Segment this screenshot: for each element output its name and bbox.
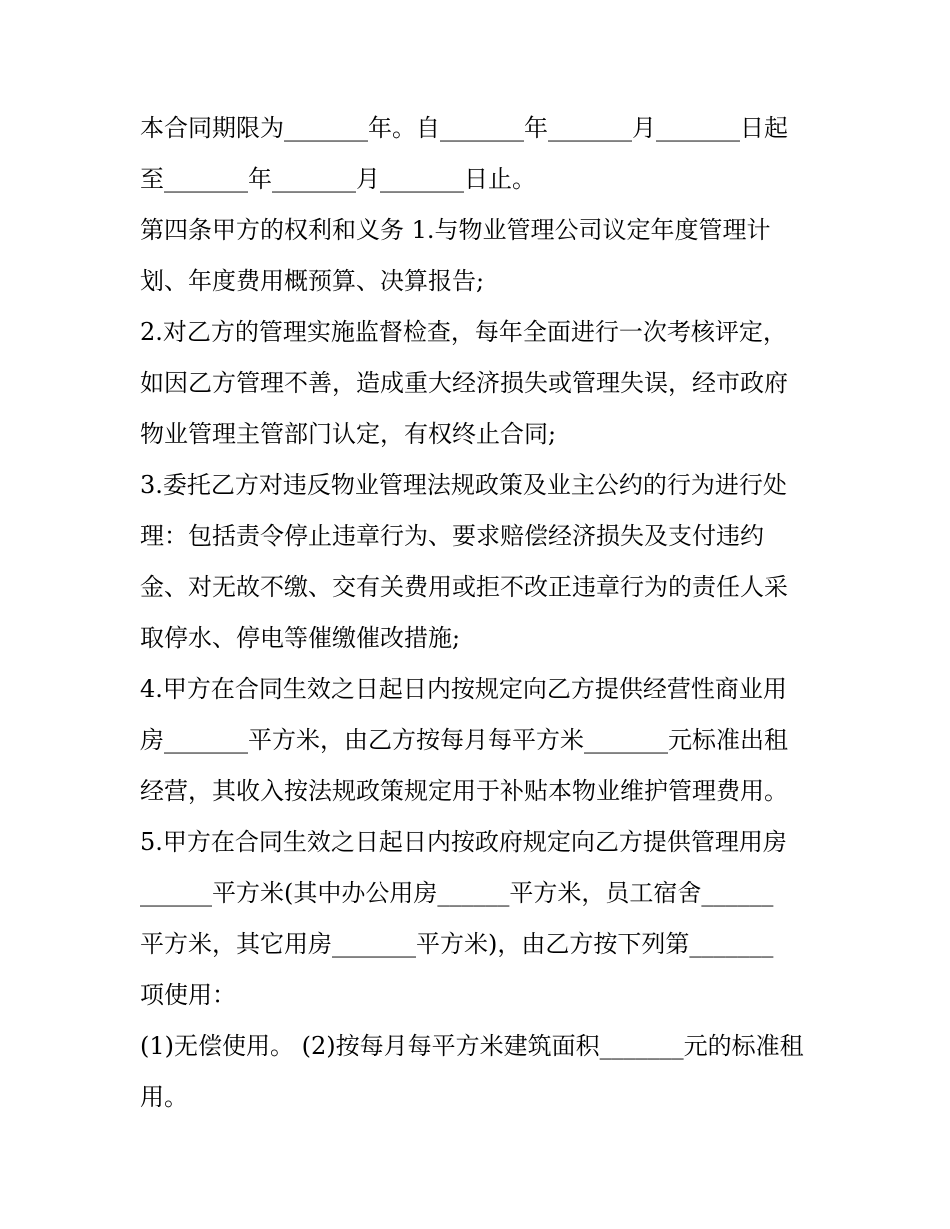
text-line: 项使用： — [140, 981, 236, 1009]
text-line: 用。 — [140, 1083, 188, 1111]
text-line: ______平方米(其中办公用房______平方米，员工宿舍______ — [140, 879, 774, 907]
text-line: 2.对乙方的管理实施监督检查，每年全面进行一次考核评定， — [140, 318, 787, 346]
text-line: 3.委托乙方对违反物业管理法规政策及业主公约的行为进行处 — [140, 471, 787, 499]
text-line: 4.甲方在合同生效之日起日内按规定向乙方提供经营性商业用 — [140, 675, 787, 703]
text-line: (1)无偿使用。 (2)按每月每平方米建筑面积_______元的标准租 — [140, 1032, 804, 1060]
text-line: 物业管理主管部门认定，有权终止合同; — [140, 420, 557, 448]
text-line: 理：包括责令停止违章行为、要求赔偿经济损失及支付违约 — [140, 522, 764, 550]
text-line: 取停水、停电等催缴催改措施; — [140, 624, 461, 652]
text-line: 平方米，其它用房_______平方米)，由乙方按下列第_______ — [140, 930, 774, 958]
text-line: 房_______平方米，由乙方按每月每平方米_______元标准出租 — [140, 726, 788, 754]
text-line: 第四条甲方的权利和义务 1.与物业管理公司议定年度管理计 — [140, 216, 771, 244]
text-line: 本合同期限为_______年。自_______年_______月_______日起 — [140, 114, 788, 142]
text-line: 金、对无故不缴、交有关费用或拒不改正违章行为的责任人采 — [140, 573, 788, 601]
text-line: 至_______年_______月_______日止。 — [140, 165, 536, 193]
text-line: 划、年度费用概预算、决算报告; — [140, 267, 485, 295]
text-line: 5.甲方在合同生效之日起日内按政府规定向乙方提供管理用房 — [140, 828, 787, 856]
text-line: 如因乙方管理不善，造成重大经济损失或管理失误，经市政府 — [140, 369, 788, 397]
text-line: 经营，其收入按法规政策规定用于补贴本物业维护管理费用。 — [140, 777, 788, 805]
contract-text — [140, 103, 820, 1123]
